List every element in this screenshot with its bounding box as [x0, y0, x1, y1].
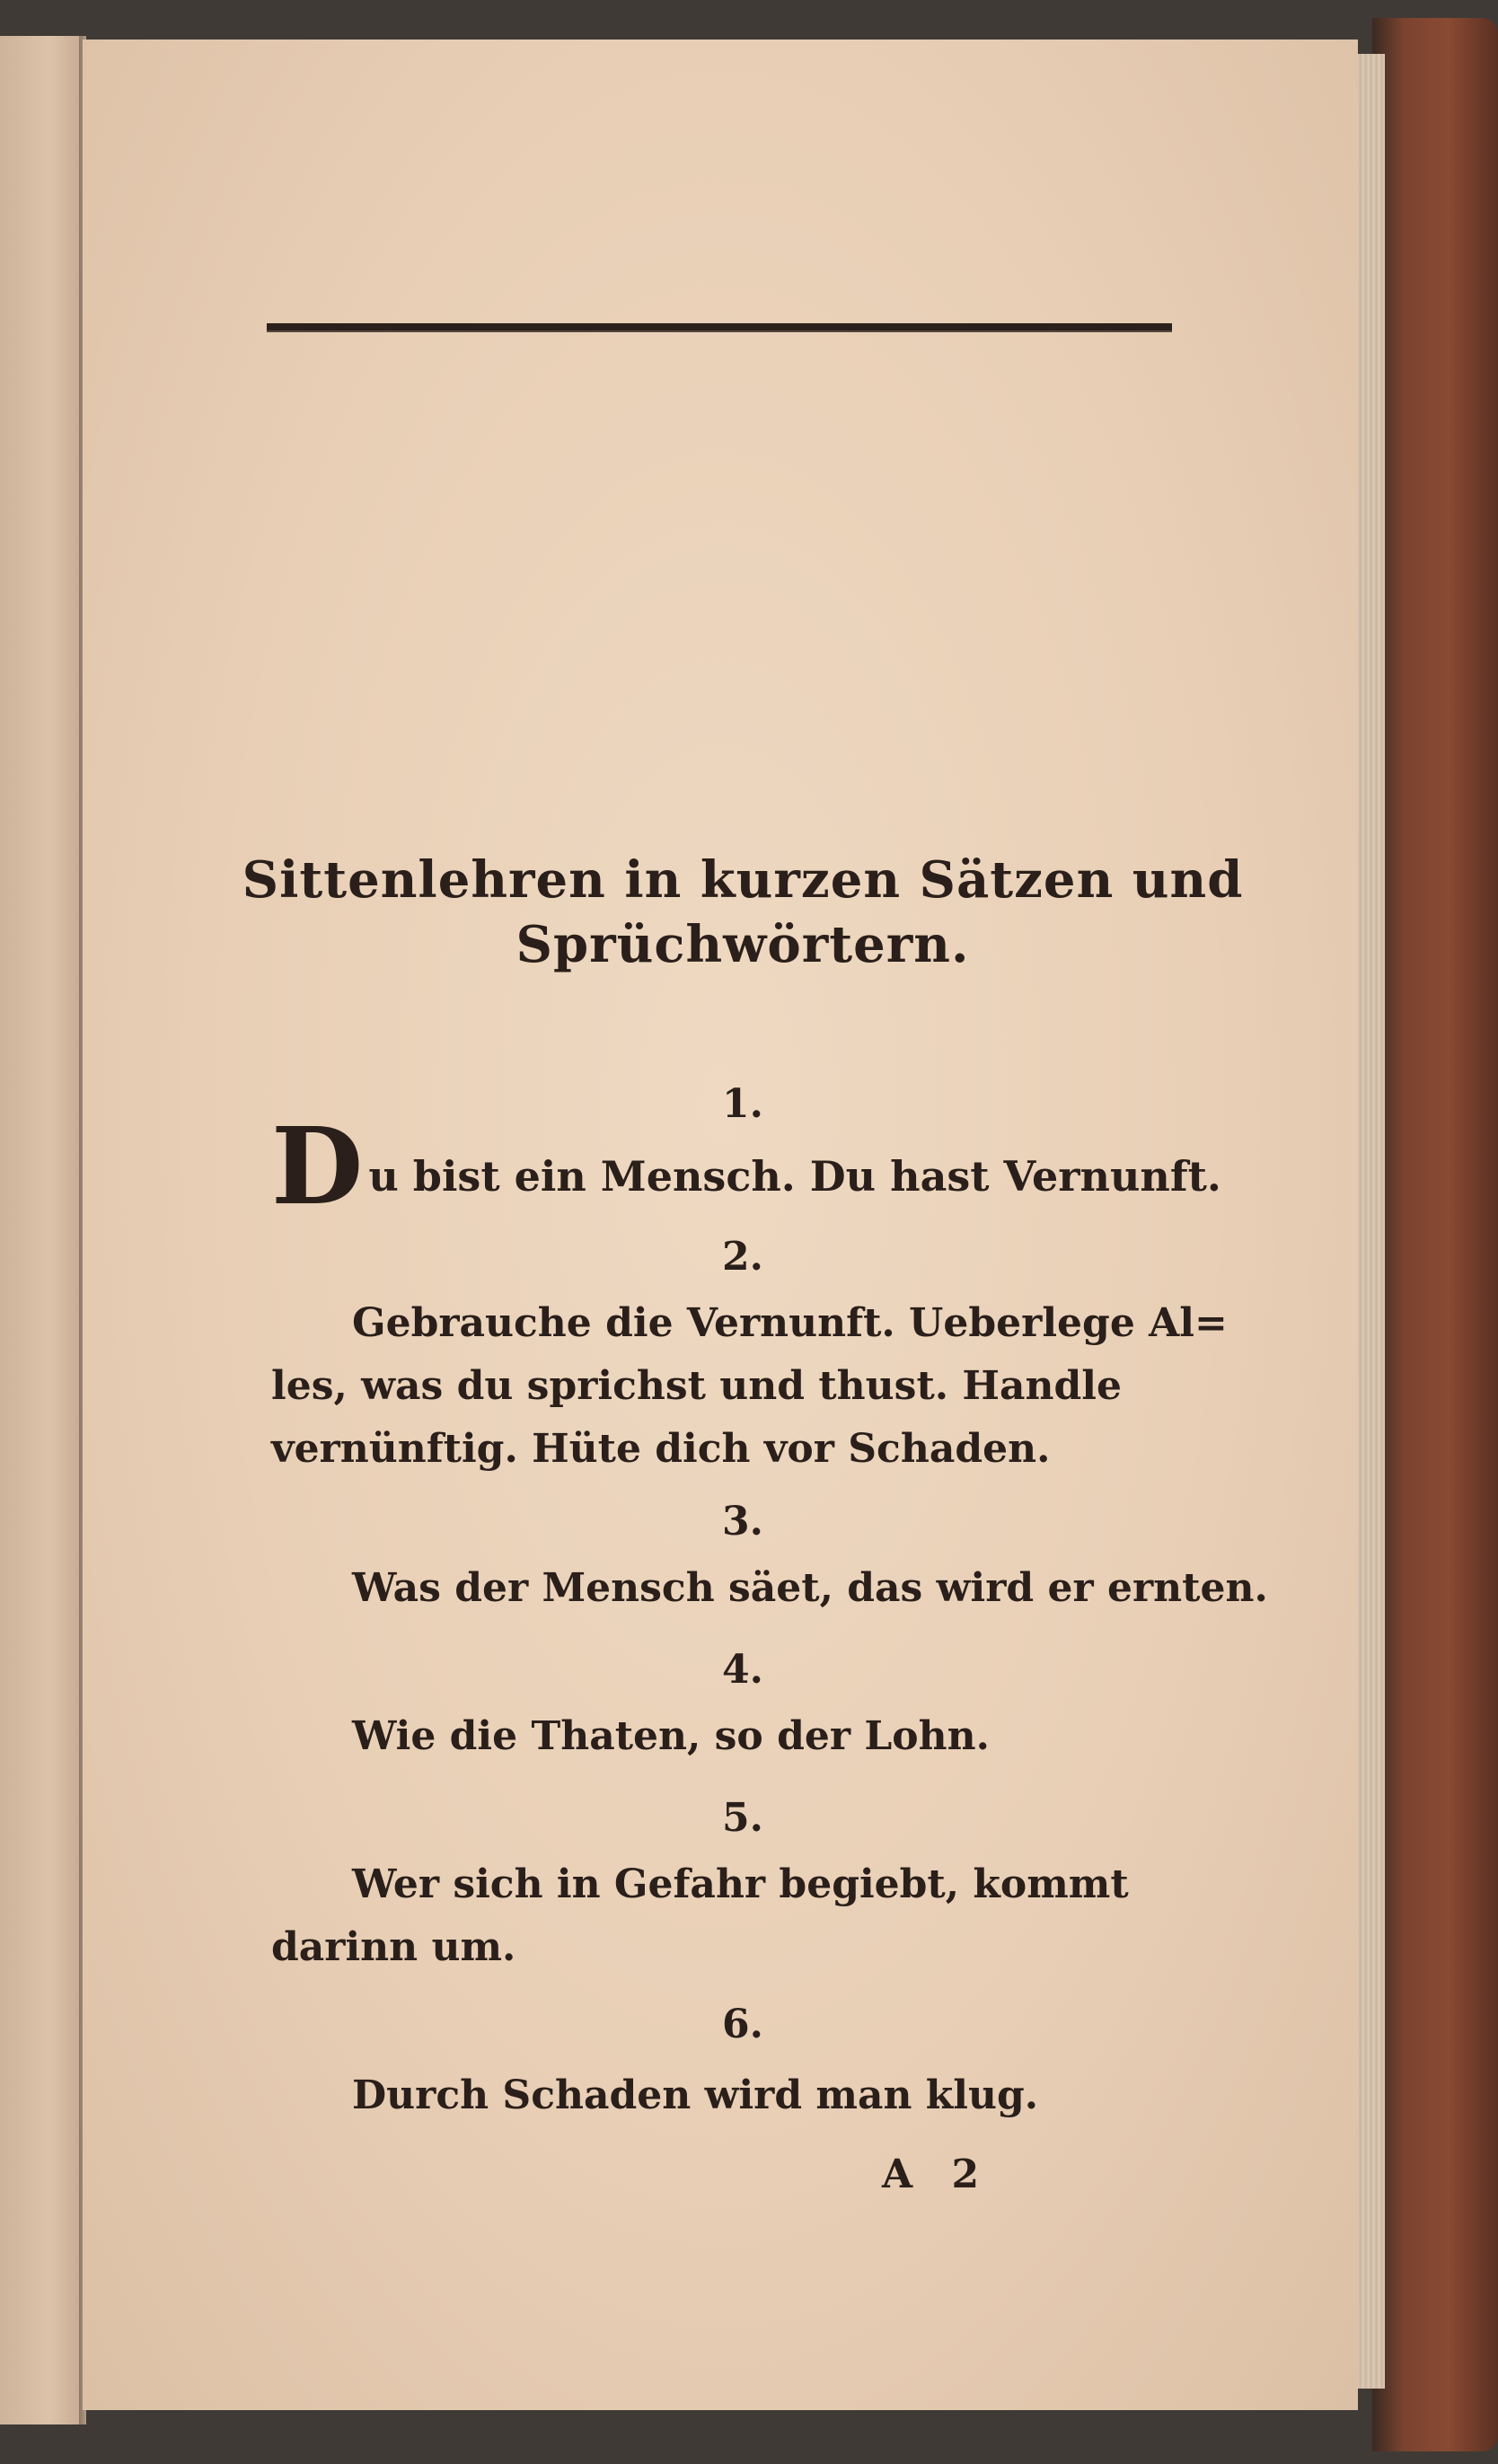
page-title: Sittenlehren in kurzen Sätzen und Sprüchwörtern. — [242, 850, 1244, 974]
item-2-line-3: vernünftig. Hüte dich vor Schaden. — [271, 1426, 1051, 1472]
item-3-number: 3. — [722, 1499, 763, 1544]
item-6-text: Durch Schaden wird man klug. — [352, 2072, 1039, 2118]
item-2-number: 2. — [722, 1234, 763, 1280]
item-1-text — [271, 1104, 1286, 1228]
item-1-body: u bist ein Mensch. Du hast Vernunft. — [368, 1152, 1221, 1201]
item-5-line-1: Wer sich in Gefahr begiebt, kommt — [352, 1861, 1129, 1907]
item-5-number: 5. — [722, 1795, 763, 1841]
item-6-number: 6. — [722, 2002, 763, 2047]
item-3-text: Was der Mensch säet, das wird er ernten. — [352, 1565, 1268, 1611]
facing-page-edge — [0, 36, 83, 2424]
item-5-line-2: darinn um. — [271, 1924, 516, 1970]
book-page — [83, 40, 1358, 2410]
item-4-text: Wie die Thaten, so der Lohn. — [352, 1713, 990, 1759]
item-1-number: 1. — [722, 1081, 763, 1127]
header-rule — [267, 323, 1172, 332]
signature-mark: A 2 — [882, 2152, 992, 2197]
item-2-line-2: les, was du sprichst und thust. Handle — [271, 1363, 1122, 1409]
item-2-line-1: Gebrauche die Vernunft. Ueberlege Al= — [352, 1300, 1228, 1346]
drop-cap: D — [271, 1104, 364, 1228]
item-4-number: 4. — [722, 1647, 763, 1693]
book-binding — [1372, 18, 1498, 2451]
